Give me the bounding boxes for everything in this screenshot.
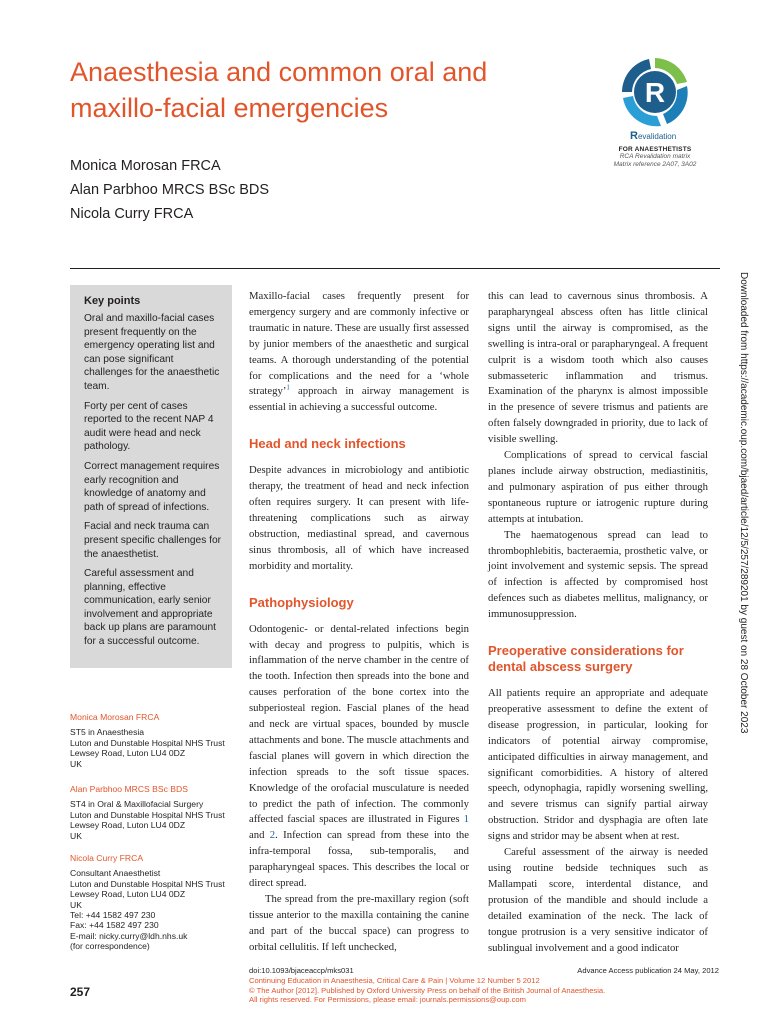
- section-heading-preoperative: Preoperative considerations for dental abscess surgery: [488, 643, 684, 675]
- header-divider: [70, 268, 720, 269]
- affiliation-line: Tel: +44 1582 497 230: [70, 910, 156, 921]
- matrix-reference: Matrix reference 2A07, 3A02: [613, 161, 697, 168]
- logo-brand-initial: R: [630, 130, 638, 142]
- paragraph: The haematogenous spread can lead to thrombophlebitis, bacteraemia, prosthetic valve, or joint involvement and systemic sepsis. The spread of infection is affected by compromised host defences such as diabetes mellitus, malignancy, or immunosuppression.: [488, 528, 708, 621]
- intro-paragraph: Maxillo-facial cases frequently present for emergency surgery and are commonly infective or traumatic in nature. These are usually first assessed by junior members of the anaesthetic and surgical teams. A thorough understanding of the potential for complications and the need for a ‘whole strategy’$^1$ approach in airway management is essential in achieving a successful outcome.: [249, 290, 469, 414]
- author-name: Nicola Curry FRCA: [70, 206, 194, 222]
- affiliation-line: UK: [70, 758, 82, 769]
- key-point: Facial and neck trauma can present specific challenges for the anaesthetist.: [84, 521, 222, 560]
- paragraph: All patients require an appropriate and adequate preoperative assessment to define the extent of disease progression, in particular, looking for indicators of potential airway compromise, anticipated difficulties in airway management, and significant comorbidities. A history of altered speech, odynophagia, rapidly worsening swelling, and severe trismus can signify partial airway obstruction. Stridor and dysphagia are often late signs and stridor may be absent when at rest.: [488, 687, 708, 843]
- affiliation-line: ST5 in Anaesthesia: [70, 727, 145, 738]
- page-number: 257: [70, 985, 91, 999]
- affiliation-line: Lewsey Road, Luton LU4 0DZ: [70, 889, 186, 900]
- paragraph: Careful assessment of the airway is needed using routine bedside techniques such as Mallampati score, interdental distance, and protusion of the mandible and should include a detailed examination of the neck. The lack of tongue protrusion is a very sensitive indicator of sublingual involvement and a good indicator: [488, 846, 708, 954]
- affiliation-line: Lewsey Road, Luton LU4 0DZ: [70, 820, 186, 831]
- permissions: All rights reserved. For Permissions, please email: journals.permissions@oup.com: [249, 995, 526, 1005]
- affiliation-line: UK: [70, 830, 82, 841]
- affiliation-email: E-mail: nicky.curry@ldh.nhs.uk: [70, 930, 188, 941]
- body-column-1: [249, 289, 469, 956]
- author-name: Alan Parbhoo MRCS BSc BDS: [70, 182, 270, 198]
- figure-link[interactable]: 2: [269, 829, 276, 842]
- copyright: © The Author [2012]. Published by Oxford University Press on behalf of the British Journal of Anaesthesia.: [249, 985, 606, 995]
- article-title: Anaesthesia and common oral and maxillo-facial emergencies: [70, 57, 488, 123]
- section-heading-pathophysiology: Pathophysiology: [249, 594, 354, 610]
- body-column-2: [488, 289, 708, 956]
- journal-citation: Continuing Education in Anaesthesia, Critical Care & Pain | Volume 12 Number 5 2012: [249, 975, 540, 985]
- doi[interactable]: doi:10.1093/bjaceaccp/mks031: [249, 966, 354, 975]
- affiliation-name: Monica Morosan FRCA: [70, 712, 160, 722]
- affiliation-block: [70, 853, 245, 952]
- affiliation-line: Fax: +44 1582 497 230: [70, 920, 159, 931]
- paragraph: this can lead to cavernous sinus thrombosis. A parapharyngeal abscess often has little clinical signs until the airway is compromised, as the swelling is intra-oral or parapharyngeal. A frequent culprit is a wisdom tooth which also causes submasseteric inflammation and trismus. Examination of the pharynx is almost impossible in the presence of severe trismus and patients are often falsely downgraded in priority, due to lack of visible swelling.: [488, 290, 708, 446]
- revalidation-logo-icon: [615, 52, 695, 132]
- matrix-line: RCA Revalidation matrix: [619, 153, 691, 160]
- logo-letter: R: [644, 77, 666, 108]
- logo-brand: evalidation: [637, 132, 677, 141]
- author-list: [70, 154, 269, 226]
- key-point: Careful assessment and planning, effective communication, early senior involvement and appropriate back up plans are paramount for a successful outcome.: [84, 568, 216, 648]
- affiliation-line: ST4 in Oral & Maxillofacial Surgery: [70, 799, 204, 810]
- figure-link[interactable]: 1: [463, 813, 469, 826]
- download-watermark: Downloaded from https://academic.oup.com/bjaed/article/12/5/257/289201 by guest on 28 October 2023: [738, 272, 749, 734]
- affiliation-name: Nicola Curry FRCA: [70, 853, 144, 863]
- affiliation-line: Lewsey Road, Luton LU4 0DZ: [70, 748, 186, 759]
- key-point: Oral and maxillo-facial cases present frequently on the emergency operating list and can pose significant challenges for the anaesthetic team.: [84, 313, 220, 392]
- reference-link[interactable]: 1: [286, 383, 290, 392]
- affiliation-line: UK: [70, 899, 82, 910]
- revalidation-logo: [600, 52, 710, 169]
- paragraph: The spread from the pre-maxillary region (soft tissue anterior to the maxilla containing the canine and part of the buccal space) can progress to orbital cellulitis. If left unchecked,: [249, 893, 469, 953]
- key-point: Forty per cent of cases reported to the recent NAP 4 audit were head and neck pathology.: [84, 400, 214, 453]
- paragraph: Odontogenic- or dental-related infections begin with decay and progress to pulpitis, which is inflammation of the nerve chamber in the centre of the tooth. Infection then spreads into the bone and causes perforation of the bone cortex into the subperiosteal region. Fascial planes of the head and neck are virtual spaces, bounded by muscle attachments and bone. The muscle attachments and fascial planes will govern in which direction the infection spreads to the soft tissue spaces. Knowledge of the orofacial musculature is needed to predict the path of infection. The commonly affected fascial spaces are illustrated in Figures 1 and 2. Infection can spread from these into the infra-temporal fossa, sub-temporalis, and parapharyngeal spaces. This describes the local or direct spread.: [249, 622, 470, 890]
- affiliation-name: Alan Parbhoo MRCS BSc BDS: [70, 784, 188, 794]
- paragraph: Complications of spread to cervical fascial planes include airway obstruction, mediastinitis, and pulmonary aspiration of pus either through spontaneous rupture or iatrogenic rupture during attempts at intubation.: [488, 449, 708, 525]
- affiliation-line: Consultant Anaesthetist: [70, 868, 161, 879]
- section-heading-infections: Head and neck infections: [249, 436, 406, 452]
- paragraph: Despite advances in microbiology and antibiotic therapy, the treatment of head and neck infection often requires surgery. It can present with life-threatening complications such as airway obstruction, mediastinal spread, and cavernous sinus thrombosis, all of which have increased morbidity and mortality.: [249, 464, 469, 572]
- affiliation-block: [70, 784, 245, 841]
- affiliation-line: Luton and Dunstable Hospital NHS Trust: [70, 809, 225, 820]
- logo-for-line: FOR ANAESTHETISTS: [618, 146, 692, 153]
- key-point: Correct management requires early recognition and knowledge of anatomy and path of spread of infections.: [84, 460, 220, 513]
- page-footer: [249, 966, 719, 1005]
- affiliation-block: [70, 712, 245, 769]
- affiliation-line: Luton and Dunstable Hospital NHS Trust: [70, 737, 225, 748]
- key-points-box: [70, 285, 232, 668]
- affiliation-line: (for correspondence): [70, 941, 150, 952]
- affiliation-line: Luton and Dunstable Hospital NHS Trust: [70, 878, 225, 889]
- key-points-heading: Key points: [84, 295, 141, 307]
- advance-access: Advance Access publication 24 May, 2012: [577, 966, 719, 975]
- author-name: Monica Morosan FRCA: [70, 158, 221, 174]
